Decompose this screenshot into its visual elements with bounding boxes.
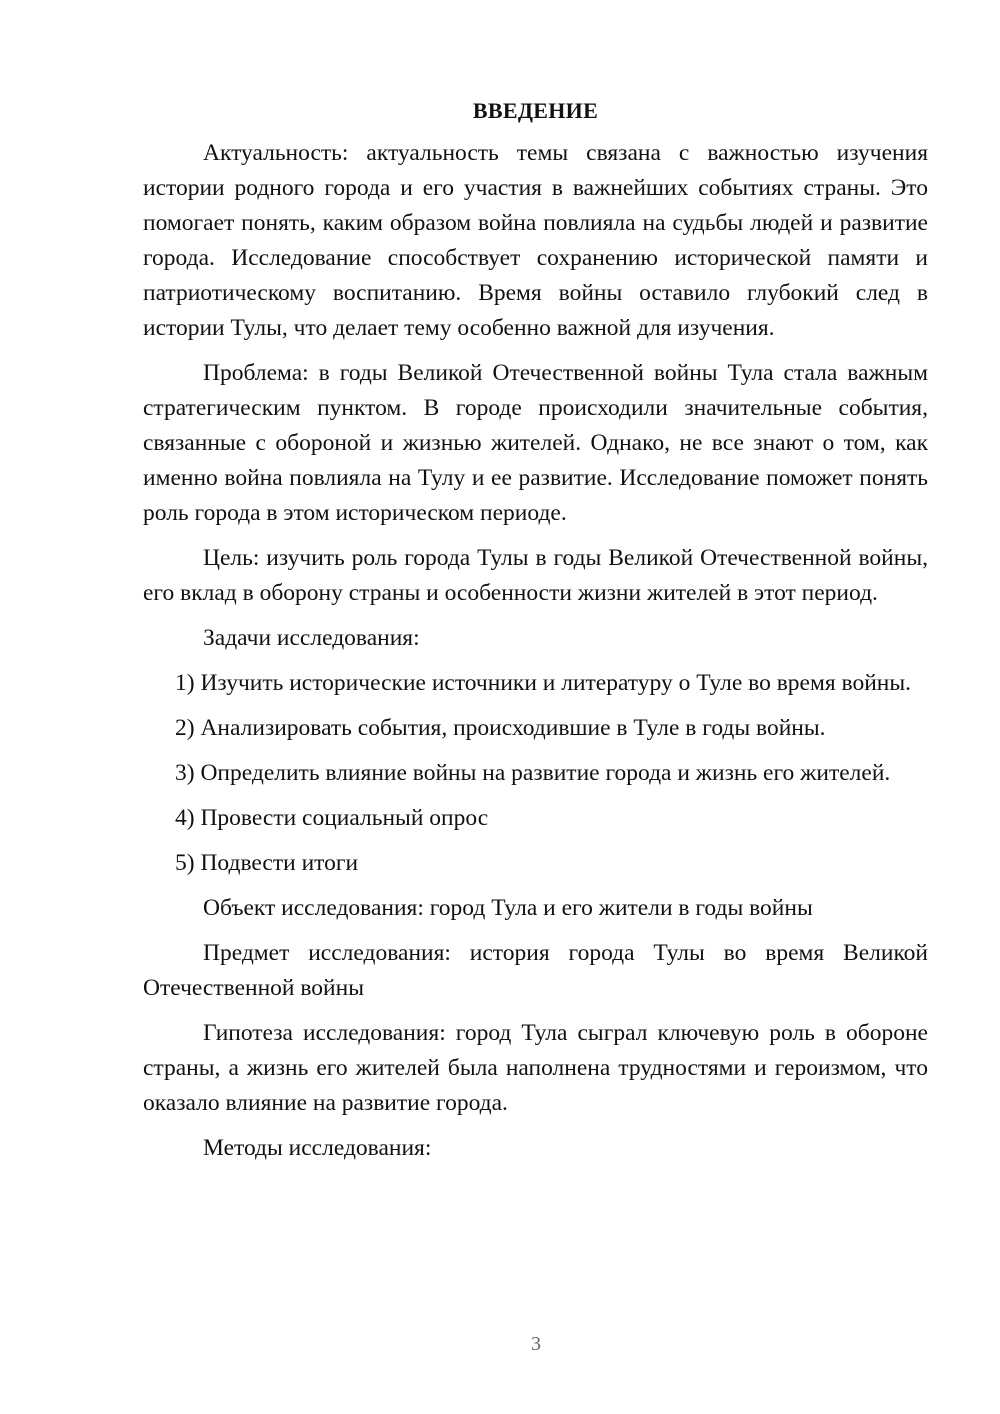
paragraph-goal: Цель: изучить роль города Тулы в годы Великой Отечественной войны, его вклад в оборону страны и особенности жизни жителей в этот период. xyxy=(143,545,928,606)
page-number: 3 xyxy=(531,1333,541,1355)
paragraph-subject: Предмет исследования: история города Тулы во время Великой Отечественной войны xyxy=(143,940,928,1001)
task-item-1: 1) Изучить исторические источники и литературу о Туле во время войны. xyxy=(175,670,912,696)
paragraph-tasks-heading: Задачи исследования: xyxy=(203,625,420,651)
paragraph-methods: Методы исследования: xyxy=(203,1135,432,1161)
task-item-3: 3) Определить влияние войны на развитие города и жизнь его жителей. xyxy=(175,760,891,786)
paragraph-problem: Проблема: в годы Великой Отечественной войны Тула стала важным стратегическим пунктом. В городе происходили значительные события, связанные с обороной и жизнью жителей. Однако, не все знают о том, как именно война повлияла на Тулу и ее развитие. Исследование поможет понять роль города в этом историческом периоде. xyxy=(143,360,928,526)
section-title: ВВЕДЕНИЕ xyxy=(472,98,599,123)
task-item-4: 4) Провести социальный опрос xyxy=(175,805,489,831)
task-item-2: 2) Анализировать события, происходившие в Туле в годы войны. xyxy=(175,715,826,741)
paragraph-hypothesis: Гипотеза исследования: город Тула сыграл ключевую роль в обороне страны, а жизнь его жителей была наполнена трудностями и героизмом, что оказало влияние на развитие города. xyxy=(143,1020,928,1116)
paragraph-relevance: Актуальность: актуальность темы связана с важностью изучения истории родного города и его участия в важнейших событиях страны. Это помогает понять, каким образом война повлияла на судьбы людей и развитие города. Исследование способствует сохранению исторической памяти и патриотическому воспитанию. Время войны оставило глубокий след в истории Тулы, что делает тему особенно важной для изучения. xyxy=(143,140,928,341)
task-item-5: 5) Подвести итоги xyxy=(175,850,359,876)
page-content xyxy=(143,96,928,1176)
paragraph-object: Объект исследования: город Тула и его жители в годы войны xyxy=(203,895,813,921)
